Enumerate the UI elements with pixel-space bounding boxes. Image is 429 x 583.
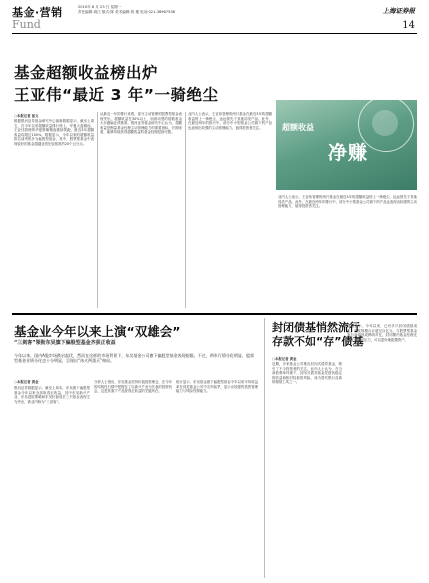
sec2-lead: 今年以来，国内A股市场跌宕起伏，然而在这样的市场背景下，东吴基金公司旗下偏股型基金表现抢眼，不过，两市行情分化明显，股票型基金业绩分化也十分明显，呈现出“冰火两重天”格局。 [14,353,254,364]
main-column-1: 根据银河证券基金研究中心最新数据显示，截至上周五，在今年以来超额收益排行榜上，华夏大盘精选、王亚伟管理的华夏策略精选继续领跑，最近3年超额收益均超过100%。数据显示，今年以来的超额收益排名前列的多为偏股型基金，其中，股票型基金中表现较好的基金超越业绩比较基准约20个百分点。 [14,119,94,146]
illustration-caption-big: 净赚 [328,142,369,164]
sec3-byline: ○本报记者 黄金 [272,357,297,361]
section-title: 基金·营销 [12,6,63,19]
main-headline-line2: 王亚伟“最近 3 年”一骑绝尘 [14,86,219,104]
sec3-headline-line1: 封闭债基悄然流行 [272,321,360,334]
issue-meta [78,5,175,15]
column-divider [97,112,98,308]
main-headline [14,62,218,106]
sec2-headline: 基金业今年以来上演“双雄会” [14,324,181,339]
page-number: 14 [402,20,415,31]
main-column-3: 业内人士表示，王亚伟管理的两只基金在最近3年的超额收益榜上一骑绝尘，远远领先于其他同类产品。此外，在最近两年的排行中，部分中小型基金公司旗下的产品也表现出较强的主动管理能力，值得投资者关注。 [188,112,272,130]
main-column-2: 从最近一年的排行来看，部分主动管理的股票型基金表现突出，超额收益在30%以上，而被动型的指数基金大多跑输业绩基准。银河证券基金研究中心认为，超额收益是衡量基金经理主动管理能力的重要指标，长期来看，能够持续获得超额收益的基金经理屈指可数。 [100,112,182,135]
sec2-byline: ○本报记者 黄金 [14,380,39,384]
section-subtitle: Fund [12,18,41,31]
sec2-column-3: 统计显示，东吴基金旗下偏股型基金今年以来平均收益率在同类基金公司中名列前茅，显示出较强的投资管理能力与风险控制能力。 [176,380,258,394]
illustration-caption-small: 超额收益 [282,123,314,132]
decor-dot [372,110,398,136]
sec3-headline-line2: 存款不如“存”债基 [272,335,364,348]
main-headline-line1: 基金超额收益榜出炉 [14,64,159,82]
main-column-4: 业内人士表示，王亚伟管理的两只基金在最近3年的超额收益榜上一骑绝尘，远远领先于其他同类产品。此外，在最近两年的排行中，部分中小型基金公司旗下的产品也表现出较强的主动管理能力，值得投资者关注。 [278,195,417,209]
sec2-column-2: 分析人士指出，东吴基金坚持价值投资理念，在今年的结构性行情中把握住了以新兴产业为代表的投资机会，这是其旗下产品获得正收益的关键所在。 [94,380,172,394]
newspaper-logo: 上海证券报 [382,7,415,15]
header-rule [12,33,417,34]
column-divider [185,112,186,308]
editor-line: 责任编辑:周江 版式:陈 美术编辑:曾 楼 电话:021-38967538 [78,10,175,14]
sec2-subheadline: “三剑客”领衔东吴旗下偏股型基金齐获正收益 [14,340,116,346]
sec3-column-1: 近期，多家基金公司推出封闭式债券基金，吸引了不少投资者的关注。业内人士认为，在当前低利率环境下，封闭式债券基金凭借其稳定的收益和相对较低的风险，成为替代银行存款的理财工具之一。 [272,362,342,385]
issue-date: 2010年 8 月 23 日 星期一 [78,5,122,9]
sec2-column-1: 银河证券数据显示，截至上周末，东吴旗下偏股型基金今年以来全部取得正收益，其中东吴新兴产业、东吴进取策略和东吴价值成长三只基金表现尤为突出，被业内称为“三剑客”。 [14,386,90,404]
section-rule [12,313,417,315]
sec3-column-2: 数据显示，今年以来，已有多只封闭债基成立，首发规模合计超过百亿元，与股票型基金发行冷清形成鲜明对比，封闭期内基金经理无须应对赎回压力，可以更好地配置资产。 [347,324,417,342]
section-divider [264,318,265,578]
main-byline: ○本报记者 崔文 [14,114,39,118]
illustration [276,100,417,190]
